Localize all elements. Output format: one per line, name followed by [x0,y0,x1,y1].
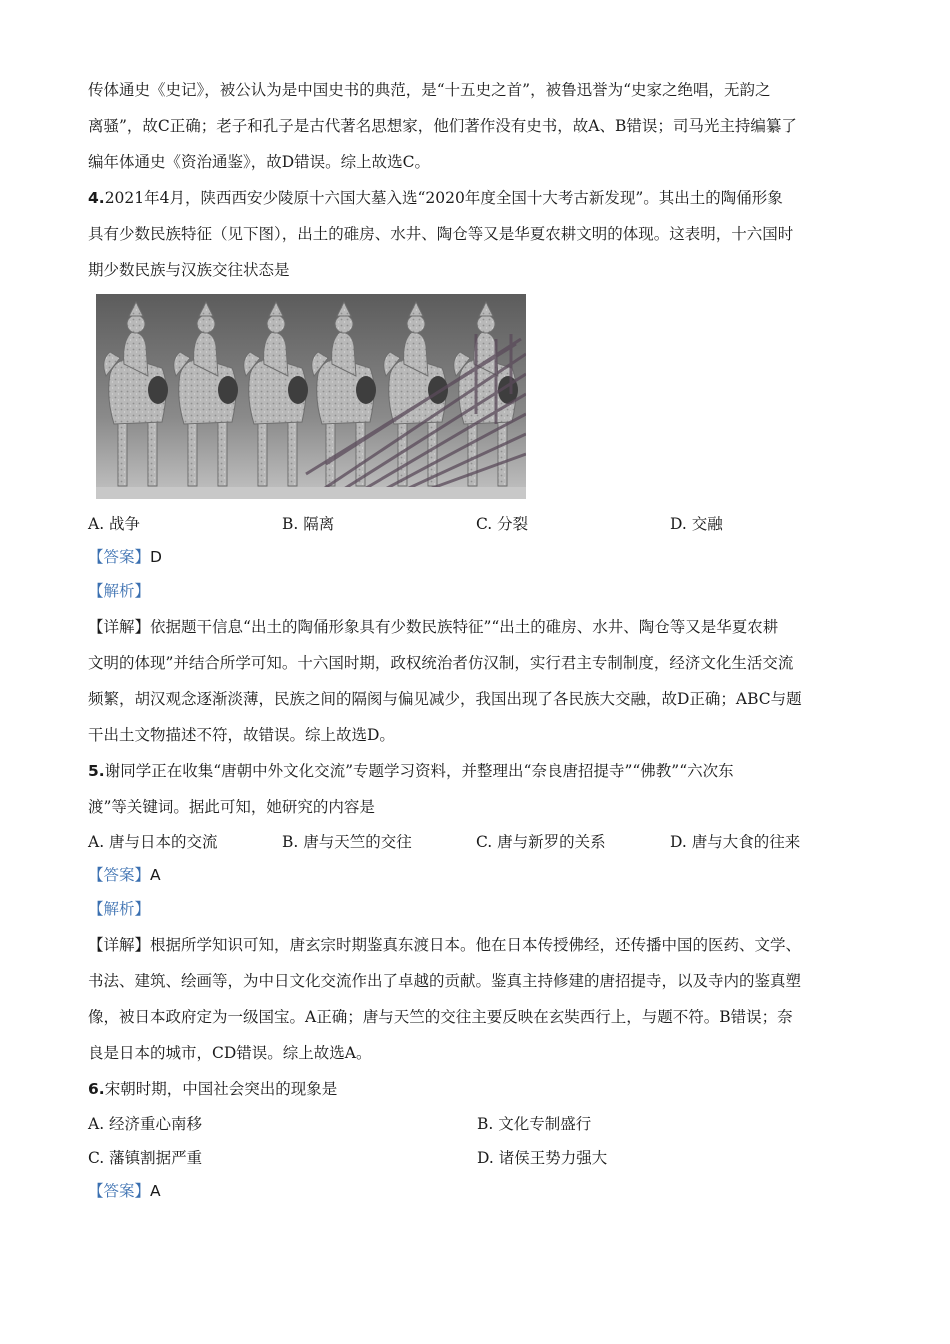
answer-options-row-1 [88,1107,866,1141]
detail-text: 频繁，胡汉观念逐渐淡薄，民族之间的隔阂与偏见减少，我国出现了各民族大交融，故D正确；ABC与题 [88,690,802,708]
option-a[interactable]: A. 经济重心南移 [88,1115,203,1133]
question-5 [88,753,866,1071]
detail-text: 文明的体现”并结合所学可知。十六国时期，政权统治者仿汉制，实行君主专制制度，经济文化生活交流 [88,654,794,672]
text-line: 传体通史《史记》，被公认为是中国史书的典范，是“十五史之首”，被鲁迅誉为“史家之绝唱，无韵之 [88,81,771,99]
answer-line [88,541,866,573]
option-c[interactable]: C. 分裂 [476,515,529,533]
option-c[interactable]: C. 藩镇割据严重 [88,1149,203,1167]
question-6 [88,1071,866,1207]
option-d[interactable]: D. 交融 [670,515,723,533]
option-d[interactable]: D. 诸侯王势力强大 [477,1149,608,1167]
text-line: 离骚”，故C正确；老子和孔子是古代著名思想家，他们著作没有史书，故A、B错误；司马光主持编纂了 [88,117,797,135]
document-page [88,72,866,1207]
option-c[interactable]: C. 唐与新罗的关系 [476,833,606,851]
question-stem: 宋朝时期，中国社会突出的现象是 [104,1080,338,1098]
option-d[interactable]: D. 唐与大食的往来 [670,833,801,851]
option-b[interactable]: B. 唐与天竺的交往 [282,833,412,851]
question-stem: 2021年4月，陕西西安少陵原十六国大墓入选“2020年度全国十大考古新发现”。其出土的陶俑形象 [104,189,783,207]
option-a[interactable]: A. 战争 [88,515,141,533]
answer-options [88,825,866,859]
question-stem: 具有少数民族特征（见下图），出土的碓房、水井、陶仓等又是华夏农耕文明的体现。这表明，十六国时 [88,225,794,243]
answer-tag: 【答案】 [88,866,151,884]
answer-value: D [150,548,162,566]
detail-text: 像，被日本政府定为一级国宝。A正确；唐与天竺的交往主要反映在玄奘西行上，与题不符。B错误；奈 [88,1008,793,1026]
question-number: 6. [88,1080,105,1098]
question-stem: 渡”等关键词。据此可知，她研究的内容是 [88,798,375,816]
detail-text: 干出土文物描述不符，故错误。综上故选D。 [88,726,395,744]
answer-line [88,1175,866,1207]
detail-tag: 【详解】 [88,936,151,954]
question-4 [88,180,866,753]
text-line: 编年体通史《资治通鉴》，故D错误。综上故选C。 [88,153,431,171]
previous-question-explanation [88,72,866,180]
answer-tag: 【答案】 [88,1182,151,1200]
detail-tag: 【详解】 [88,618,151,636]
answer-value: A [150,866,161,884]
option-b[interactable]: B. 文化专制盛行 [477,1115,592,1133]
detail-text: 根据所学知识可知，唐玄宗时期鉴真东渡日本。他在日本传授佛经，还传播中国的医药、文学、 [150,936,802,954]
detail-text: 依据题干信息“出土的陶俑形象具有少数民族特征”“出土的碓房、水井、陶仓等又是华夏农耕 [150,618,779,636]
analysis-tag: 【解析】 [88,900,151,918]
answer-value: A [150,1182,161,1200]
analysis-tag: 【解析】 [88,582,151,600]
option-a[interactable]: A. 唐与日本的交流 [88,833,218,851]
figurines-image [96,294,526,499]
detail-text: 良是日本的城市，CD错误。综上故选A。 [88,1044,372,1062]
option-b[interactable]: B. 隔离 [282,515,335,533]
answer-options [88,507,866,541]
question-stem: 谢同学正在收集“唐朝中外文化交流”专题学习资料，并整理出“奈良唐招提寺”“佛教”“六次东 [104,762,734,780]
answer-tag: 【答案】 [88,548,151,566]
pottery-figurines-photo [96,294,526,499]
answer-options-row-2 [88,1141,866,1175]
answer-line [88,859,866,891]
detail-text: 书法、建筑、绘画等，为中日文化交流作出了卓越的贡献。鉴真主持修建的唐招提寺，以及寺内的鉴真塑 [88,972,802,990]
question-number: 4. [88,189,105,207]
question-stem: 期少数民族与汉族交往状态是 [88,261,290,279]
question-number: 5. [88,762,105,780]
